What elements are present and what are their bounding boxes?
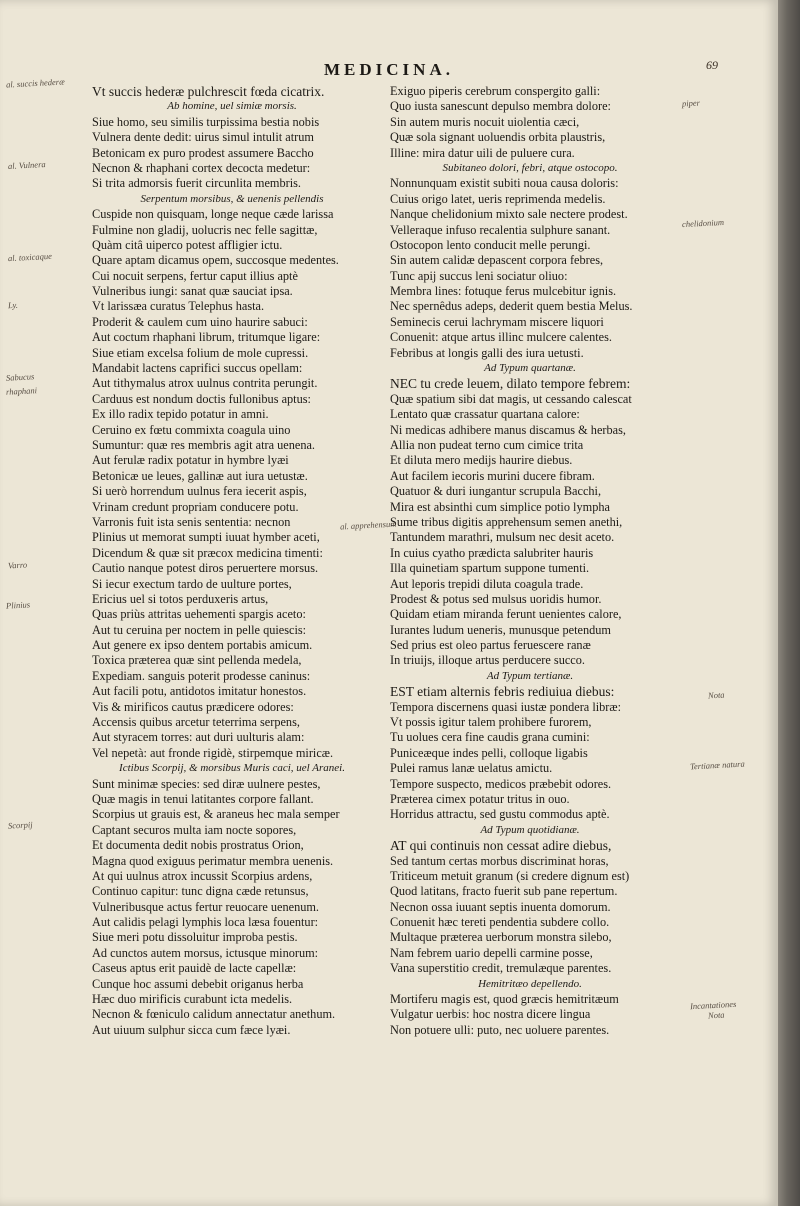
- verse-line: Carduus est nondum doctis fullonibus aptus:: [92, 391, 311, 406]
- verse-line: Conuenit: atque artus illinc mulcere calentes.: [390, 330, 612, 345]
- verse-line: At qui uulnus atrox incussit Scorpius ardens,: [92, 868, 313, 883]
- page-edge: [778, 0, 800, 1206]
- verse-line: Necnon ossa iuuant septis inuenta domorum.: [390, 899, 611, 914]
- verse-line: Quare aptam dicamus opem, succosque medentes.: [92, 253, 339, 268]
- verse-line: Vulneribusque actus fertur reuocare uenenum.: [92, 899, 319, 914]
- section-heading: Subitaneo dolori, febri, atque ostocopo.: [442, 161, 618, 174]
- verse-line: Aut tu ceruina per noctem in pelle quiescis:: [92, 622, 307, 637]
- verse-line: Ostocopon lento conducit melle perungi.: [390, 237, 591, 252]
- verse-line: Quod latitans, fracto fuerit sub pane repertum.: [390, 884, 618, 899]
- section-heading: Serpentum morsibus, & uenenis pellendis: [140, 192, 324, 205]
- verse-line: Tantundem marathri, mulsum nec desit aceto.: [390, 530, 615, 545]
- verse-line: Siue homo, seu similis turpissima bestia nobis: [92, 114, 320, 129]
- verse-line: Quatuor & duri iungantur scrupula Bacchi,: [390, 484, 602, 499]
- verse-line: Caseus aptus erit pauidè de lacte capellæ:: [92, 961, 297, 976]
- margin-note: Varro: [7, 559, 28, 571]
- verse-line: Sed prius est oleo partus feruescere ranæ: [390, 638, 591, 653]
- verse-line: Sed tantum certas morbus discriminat horas,: [390, 853, 609, 868]
- margin-note: Incantationes: [689, 998, 737, 1012]
- verse-line: Quo iusta sanescunt depulso membra dolore:: [390, 99, 611, 114]
- margin-note: rhaphani: [5, 385, 38, 397]
- verse-line: Captant securos multa iam nocte sopores,: [92, 822, 297, 837]
- left-column: [92, 84, 372, 1038]
- section-heading: Ictibus Scorpij, & morsibus Muris caci, uel Aranei.: [119, 762, 345, 775]
- verse-line: Siue meri potu dissoluitur improba pestis.: [92, 930, 298, 945]
- verse-line: Illine: mira datur uili de puluere cura.: [390, 145, 575, 160]
- section-heading: Hemitritæo depellendo.: [478, 977, 582, 990]
- verse-line: Velleraque infuso recalentia sulphure sanant.: [390, 222, 611, 237]
- verse-line: Nanque chelidonium mixto sale nectere prodest.: [390, 207, 628, 222]
- verse-line: Fulmine non gladij, uolucris nec felle sagittæ,: [92, 222, 318, 237]
- verse-line: Horridus attractu, sed gustu commodus aptè.: [390, 807, 610, 822]
- verse-line: Aut facili potu, antidotos imitatur honestos.: [92, 684, 307, 699]
- page-header: MEDICINA.: [324, 60, 454, 79]
- verse-line: Mira est absinthi cum simplice potio lympha: [390, 499, 610, 514]
- section-heading: Ab homine, uel simiæ morsis.: [167, 100, 297, 113]
- verse-line: Nonnunquam existit subiti noua causa doloris:: [390, 176, 619, 191]
- verse-line: Continuo capitur: tunc digna cæde retunsus,: [92, 884, 309, 899]
- verse-line: Ni medicas adhibere manus discamus & herbas,: [390, 422, 626, 437]
- verse-line: Si trita admorsis fuerit circunlita membris.: [92, 176, 301, 191]
- verse-line: Mandabit lactens caprifici succus opellam:: [92, 361, 303, 376]
- verse-line: Ceruino ex fœtu commixta coagula uino: [92, 422, 291, 437]
- verse-line: Sin autem calidæ depascent corpora febres,: [390, 253, 604, 268]
- verse-line: Cuspide non quisquam, longe neque cæde larissa: [92, 207, 334, 222]
- verse-line: Quas priùs attritas uehementi spargis aceto:: [92, 607, 306, 622]
- verse-line: Aut genere ex ipso dentem portabis amicum.: [92, 638, 313, 653]
- verse-line: Nec spernêdus adeps, dederit quem bestia Melus.: [390, 299, 633, 314]
- margin-note: Ly.: [7, 299, 19, 311]
- verse-line: In cuius cyatho prædicta salubriter hauris: [390, 545, 594, 560]
- margin-note: al. toxicaque: [7, 250, 53, 264]
- verse-line: Plinius ut memorat sumpti iuuat hymber aceti,: [92, 530, 320, 545]
- verse-line: Sume tribus digitis apprehensum semen anethi,: [390, 514, 623, 529]
- verse-line: Si uerò horrendum uulnus fera iecerit aspis,: [92, 484, 307, 499]
- margin-note: chelidonium: [681, 216, 725, 230]
- verse-line: Vt larissæa curatus Telephus hasta.: [92, 299, 265, 314]
- margin-note: al. Vulnera: [7, 159, 46, 171]
- verse-line: Scorpius ut grauis est, & araneus hec mala semper: [92, 807, 340, 822]
- verse-line: Quidam etiam miranda ferunt uenientes calore,: [390, 607, 622, 622]
- verse-line: Allia non pudeat terno cum cimice trita: [390, 437, 584, 452]
- verse-line: NEC tu crede leuem, dilato tempore febrem:: [390, 376, 631, 392]
- verse-line: Hæc duo mirificis curabunt icta medelis.: [92, 992, 293, 1007]
- verse-line: Quæ magis in tenui latitantes corpore fallant.: [92, 791, 314, 806]
- verse-line: Accensis quibus arcetur teterrima serpens,: [92, 715, 300, 730]
- verse-line: Vulnera dente dedit: uirus simul intulit atrum: [92, 130, 314, 145]
- verse-line: Vis & mirificos cautus prædicere odores:: [92, 699, 294, 714]
- right-column: [390, 84, 670, 1038]
- verse-line: Conuenit hæc tereti pendentia subdere collo.: [390, 915, 610, 930]
- verse-line: Ericius uel si totos perduxeris artus,: [92, 591, 269, 606]
- verse-line: Sin autem muris nocuit uiolentia cæci,: [390, 114, 580, 129]
- verse-line: AT qui continuis non cessat adire diebus,: [390, 838, 612, 854]
- verse-line: Puniceæque indes pelli, colloque ligabis: [390, 745, 588, 760]
- verse-line: Seminecis cerui lachrymam miscere liquori: [390, 314, 604, 329]
- verse-line: Vana superstitio credit, tremulæque parentes.: [390, 961, 612, 976]
- verse-line: Membra lines: fotuque ferus mulcebitur ignis.: [390, 284, 617, 299]
- margin-note: Scorpij: [7, 819, 33, 831]
- margin-note: Plinius: [5, 599, 31, 611]
- section-heading: Ad Typum tertianæ.: [486, 669, 574, 682]
- verse-line: Ex illo radix tepido potatur in amni.: [92, 407, 269, 422]
- verse-line: Febribus at longis galli des iura uetusti.: [390, 345, 584, 360]
- verse-line: Lentato quæ crassatur quartana calore:: [390, 407, 580, 422]
- verse-line: Cuius origo latet, ueris reprimenda medelis.: [390, 191, 606, 206]
- margin-note: Nota: [707, 689, 725, 701]
- verse-line: Exiguo piperis cerebrum conspergito galli:: [390, 84, 601, 98]
- verse-line: Vel nepetà: aut fronde rigidè, stirpemque miricæ.: [92, 745, 334, 760]
- verse-line: Siue etiam excelsa folium de mole cupressi.: [92, 345, 309, 360]
- verse-line: Magna quod exiguus perimatur membra uenenis.: [92, 853, 334, 868]
- verse-line: Dicendum & quæ sit præcox medicina timenti:: [92, 545, 323, 560]
- verse-line: Pulei ramus lanæ uelatus amictu.: [390, 761, 553, 776]
- verse-line: Non potuere ulli: puto, nec uoluere parentes.: [390, 1022, 610, 1037]
- verse-line: Proderit & caulem cum uino haurire sabuci:: [92, 314, 308, 329]
- section-heading: Ad Typum quartanæ.: [484, 362, 576, 375]
- verse-line: Nam febrem uario depelli carmine posse,: [390, 945, 593, 960]
- margin-note: Nota: [707, 1009, 725, 1021]
- verse-line: Aut calidis pelagi lymphis loca læsa fouentur:: [92, 915, 319, 930]
- verse-line: Quæ sola signant uoluendis orbita plaustris,: [390, 130, 606, 145]
- verse-line: Quæ spatium sibi dat magis, ut cessando calescat: [390, 391, 632, 406]
- margin-note: piper: [681, 97, 701, 109]
- verse-line: Et diluta mero medijs haurire diebus.: [390, 453, 573, 468]
- verse-line: Mortiferu magis est, quod græcis hemitritæum: [390, 992, 619, 1007]
- verse-line: Vt possis igitur talem prohibere furorem,: [390, 715, 592, 730]
- verse-line: Aut facilem iecoris murini ducere fibram.: [390, 468, 595, 483]
- verse-line: Necnon & fœniculo calidum annectatur anethum.: [92, 1007, 336, 1022]
- verse-line: Aut coctum rhaphani librum, tritumque ligare:: [92, 330, 321, 345]
- margin-note: al. succis hederæ: [5, 76, 66, 90]
- verse-line: Vulgatur uerbis: hoc nostra dicere lingua: [390, 1007, 591, 1022]
- verse-line: Prodest & potus sed mulsus uoridis humor.: [390, 591, 602, 606]
- verse-line: Betonicæ ue leues, gallinæ aut iura uetustæ.: [92, 468, 308, 483]
- verse-line: Cautio nanque potest diros peruertere morsus.: [92, 561, 319, 576]
- verse-line: Tu uolues cera fine caudis grana cumini:: [390, 730, 590, 745]
- verse-line: Aut styracem torres: aut duri uulturis alam:: [92, 730, 305, 745]
- verse-line: Illa quinetiam spartum suppone tumenti.: [390, 561, 590, 576]
- verse-line: Toxica præterea quæ sint pellenda medela,: [92, 653, 302, 668]
- margin-note: Tertianæ natura: [689, 758, 745, 772]
- verse-line: Vulneribus iungi: sanat quæ sauciat ipsa.: [92, 284, 293, 299]
- verse-line: Tempore suspecto, medicos præbebit odores.: [390, 776, 612, 791]
- verse-line: Iurantes ludum ueneris, munusque petendum: [390, 622, 611, 637]
- verse-line: Sunt minimæ species: sed diræ uulnere pestes,: [92, 776, 321, 791]
- verse-line: Tempora discernens quasi iustæ pondera libræ:: [390, 699, 622, 714]
- margin-note: Sabucus: [5, 371, 35, 383]
- verse-line: Ad cunctos autem morsus, ictusque minorum:: [92, 945, 319, 960]
- verse-line: Vrinam credunt propriam conducere potu.: [92, 499, 299, 514]
- verse-line: Aut leporis trepidi diluta coagula trade.: [390, 576, 584, 591]
- folio-number: 69: [706, 58, 718, 72]
- verse-line: Triticeum metuit granum (si credere dignum est): [390, 868, 630, 883]
- verse-line: Expediam. sanguis poterit prodesse caninus:: [92, 668, 311, 683]
- verse-line: EST etiam alternis febris rediuiua diebus:: [390, 684, 615, 700]
- verse-line: Aut tithymalus atrox uulnus contrita perungit.: [92, 376, 318, 391]
- section-heading: Ad Typum quotidianæ.: [480, 823, 580, 836]
- verse-line: Cui nocuit serpens, fertur caput illius aptè: [92, 268, 298, 283]
- verse-line: Si iecur exectum tardo de uulture portes,: [92, 576, 292, 591]
- verse-line: Vt succis hederæ pulchrescit fœda cicatrix.: [92, 84, 325, 99]
- verse-line: Betonicam ex puro prodest assumere Baccho: [92, 145, 314, 160]
- verse-line: In triuijs, illoque artus perducere succo.: [390, 653, 585, 668]
- verse-line: Quàm citâ uiperco potest affligier ictu.: [92, 237, 283, 252]
- verse-line: Tunc apij succus leni sociatur oliuo:: [390, 268, 568, 283]
- verse-line: Aut uiuum sulphur sicca cum fæce lyæi.: [92, 1022, 291, 1037]
- verse-line: Varronis fuit ista senis sententia: necnon: [92, 514, 291, 529]
- margin-note: al. apprehensum: [339, 518, 397, 532]
- verse-line: Cunque hoc assumi debebit origanus herba: [92, 976, 304, 991]
- verse-line: Multaque præterea uerborum monstra silebo,: [390, 930, 612, 945]
- verse-line: Sumuntur: quæ res membris agit atra uenena.: [92, 437, 316, 452]
- verse-line: Necnon & rhaphani cortex decocta medetur:: [92, 160, 311, 175]
- verse-line: Aut ferulæ radix potatur in hymbre lyæi: [92, 453, 289, 468]
- verse-line: Et documenta dedit nobis prostratus Orion,: [92, 838, 304, 853]
- verse-line: Præterea cimex potatur tritus in ouo.: [390, 791, 570, 806]
